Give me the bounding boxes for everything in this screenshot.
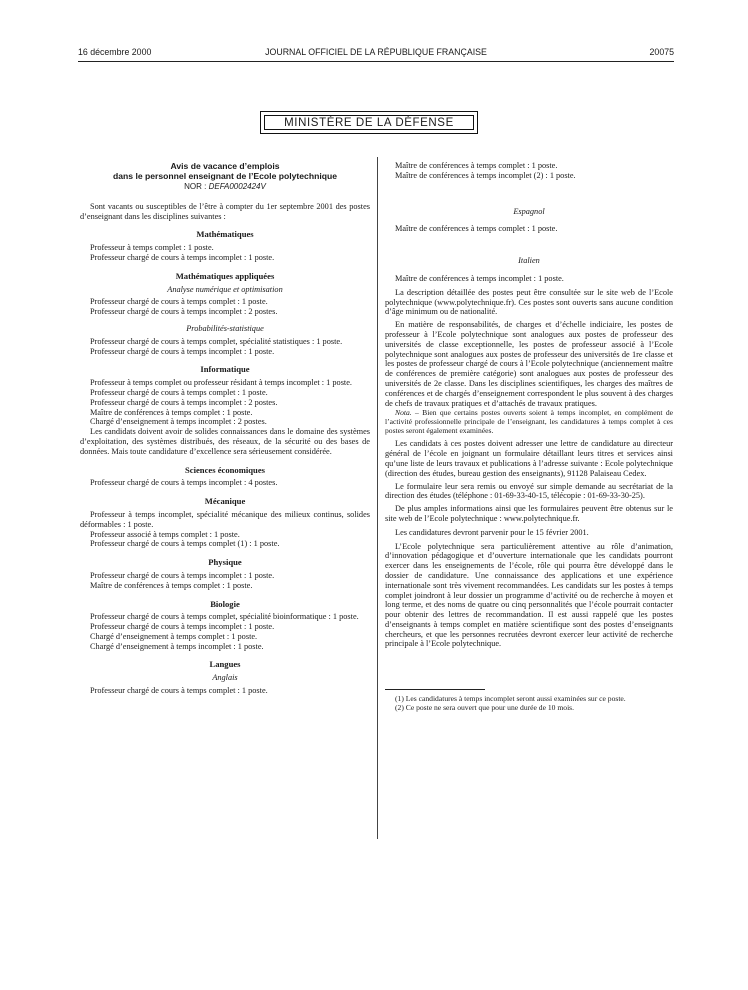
header-journal-title: JOURNAL OFFICIEL DE LA RÉPUBLIQUE FRANÇAISE <box>265 47 487 57</box>
subheading-espagnol: Espagnol <box>513 206 545 216</box>
heading-mecanique: Mécanique <box>204 496 246 507</box>
heading-sciences-economiques: Sciences économiques <box>185 464 265 475</box>
heading-math-appliquees: Mathématiques appliquées <box>175 270 275 281</box>
heading-langues: Langues <box>209 659 241 670</box>
nor-label: NOR : <box>184 182 207 191</box>
paragraph: En matière de responsabilités, de charges et d’échelle indiciaire, les postes de professeur à l’Ecole polytechnique sont analogues aux postes de professeur des universités de classe exceptionnelle, les postes de professeur associé à l’Ecole polytechnique sont analogues aux postes de professeur des universités de 1re classe et les postes de professeur chargé de cours à l’Ecole polytechnique (anciennement maître de conférences de première catégorie) sont analogues aux postes de professeur des universités de 2e classe. Dans les disciplines scientifiques, les charges des maîtres de conférences et de chargés d’enseignement correspondent le plus souvent à des charges de chefs de travaux pratiques et d’attachés de travaux pratiques. <box>385 320 673 408</box>
nota-label: Nota. <box>395 408 412 418</box>
paragraph: L’Ecole polytechnique sera particulièrement attentive au rôle d’animation, d’innovation pédagogique et d’ouverture internationale que les candidats pourront exercer dans les enseignements de l’école, rôle qui pourra être développé dans le dossier de candidature. Une connaissance des applications et une expérience internationale sont très vivement recommandées. Les candidats sur les postes à temps complet joindront à leur dossier un programme d’activité ou de recherche à moyen et long terme, et des noms de quatre ou cinq personnalités que l’école pourrait contacter pour obtenir des lettres de recommandation. Il est aussi rappelé que les postes d’enseignants à temps complet en matière scientifique sont des postes d’enseignants chercheurs, et que les personnes recrutées devront exercer leur activité de recherche principale à l’Ecole polytechnique. <box>385 541 673 649</box>
paragraph: De plus amples informations ainsi que les formulaires peuvent être obtenus sur le site web de l’Ecole polytechnique : www.polytechnique.fr. <box>385 504 673 523</box>
nota-paragraph <box>385 408 673 435</box>
header-rule <box>78 61 674 62</box>
article-title-1: Avis de vacance d’emplois <box>170 161 280 171</box>
paragraph: Le formulaire leur sera remis ou envoyé sur simple demande au secrétariat de la direction des études (téléphone : 01-69-33-40-15, télécopie : 01-69-33-30-25). <box>385 481 673 501</box>
list-item: Professeur chargé de cours à temps complet (1) : 1 poste. <box>90 539 280 549</box>
header-date: 16 décembre 2000 <box>78 47 152 57</box>
heading-biologie: Biologie <box>210 598 240 609</box>
ministry-box <box>260 111 478 134</box>
heading-mathematiques: Mathématiques <box>196 229 254 240</box>
footnote-1: (1) Les candidatures à temps incomplet seront aussi examinées sur ce poste. <box>395 694 626 704</box>
list-item: Maître de conférences à temps complet : 1 poste. <box>395 224 558 234</box>
intro-paragraph: Sont vacants ou susceptibles de l’être à compter du 1er septembre 2001 des postes d’enseignant dans les disciplines suivantes : <box>80 201 370 221</box>
list-item: Professeur chargé de cours à temps incomplet : 1 poste. <box>90 252 275 262</box>
article-title-2: dans le personnel enseignant de l’Ecole polytechnique <box>113 171 337 181</box>
footnote-rule <box>385 689 485 690</box>
list-item: Chargé d’enseignement à temps incomplet : 1 poste. <box>90 641 264 651</box>
footnote-2: (2) Ce poste ne sera ouvert que pour une durée de 10 mois. <box>395 703 575 713</box>
list-item: Professeur chargé de cours à temps complet, spécialité statistiques : 1 poste. <box>90 336 343 346</box>
left-column <box>80 161 370 696</box>
paragraph-deadline: Les candidatures devront parvenir pour le 15 février 2001. <box>395 527 589 537</box>
list-item: Professeur chargé de cours à temps incomplet : 2 postes. <box>90 307 278 317</box>
list-item: Professeur à temps complet : 1 poste. <box>90 243 214 253</box>
subheading-anglais: Anglais <box>212 673 238 683</box>
subheading-analyse: Analyse numérique et optimisation <box>167 284 283 294</box>
list-item: Chargé d’enseignement à temps incomplet : 2 postes. <box>90 417 267 427</box>
list-item: Professeur à temps complet ou professeur résidant à temps incomplet : 1 poste. <box>90 378 352 388</box>
nota-text: – Bien que certains postes ouverts soient à temps incomplet, en complément de l’activité professionnelle principale de l’enseignant, les candidatures à temps complet à ces postes seront également examinées. <box>385 408 673 436</box>
list-item: Professeur chargé de cours à temps incomplet : 1 poste. <box>90 570 275 580</box>
nor-reference <box>80 182 370 192</box>
informatique-note: Les candidats doivent avoir de solides connaissances dans le domaine des systèmes d’exploitation, des systèmes distribués, des réseaux, de la sécurité ou des bases de données. Mais toute candidature d’excellence sera sérieusement considérée. <box>80 427 370 456</box>
right-column <box>385 161 673 712</box>
page-header <box>78 47 674 61</box>
column-divider <box>377 157 378 839</box>
paragraph: La description détaillée des postes peut être consultée sur le site web de l’Ecole polytechnique (www.polytechnique.fr). Ces postes sont ouverts sans aucune condition d’âge minimum ou de nationalité. <box>385 287 673 317</box>
list-item: Professeur chargé de cours à temps complet : 1 poste. <box>90 686 268 696</box>
paragraph: Les candidats à ces postes doivent adresser une lettre de candidature au directeur général de l’école en joignant un formulaire détaillant leurs titres et services ainsi qu’une liste de leurs travaux et publications à l’adresse suivante : Ecole polytechnique (direction des études, bureau gestion des enseignants), 91128 Palaiseau Cedex. <box>385 439 673 478</box>
heading-informatique: Informatique <box>200 364 250 375</box>
ministry-title: MINISTÈRE DE LA DÉFENSE <box>264 115 474 130</box>
list-item: Professeur chargé de cours à temps incomplet : 4 postes. <box>90 478 278 488</box>
list-item: Maître de conférences à temps complet : 1 poste. <box>90 580 253 590</box>
list-item: Chargé d’enseignement à temps complet : 1 poste. <box>90 631 258 641</box>
list-item: Professeur chargé de cours à temps incomplet : 1 poste. <box>90 622 275 632</box>
list-item: Maître de conférences à temps incomplet (2) : 1 poste. <box>395 170 576 180</box>
list-item: Maître de conférences à temps incomplet : 1 poste. <box>395 273 564 283</box>
list-item: Professeur à temps incomplet, spécialité mécanique des milieux continus, solides déformables : 1 poste. <box>80 509 370 529</box>
list-item: Professeur chargé de cours à temps complet : 1 poste. <box>90 387 268 397</box>
list-item: Professeur chargé de cours à temps complet, spécialité bioinformatique : 1 poste. <box>90 612 359 622</box>
heading-physique: Physique <box>208 557 242 568</box>
list-item: Professeur chargé de cours à temps complet : 1 poste. <box>90 297 268 307</box>
subheading-probabilites: Probabilités-statistique <box>186 323 264 333</box>
list-item: Professeur chargé de cours à temps incomplet : 2 postes. <box>90 397 278 407</box>
list-item: Professeur chargé de cours à temps incomplet : 1 poste. <box>90 346 275 356</box>
list-item: Maître de conférences à temps complet : 1 poste. <box>90 407 253 417</box>
list-item: Professeur associé à temps complet : 1 poste. <box>90 529 240 539</box>
nor-code: DEFA0002424V <box>208 182 266 191</box>
list-item: Maître de conférences à temps complet : 1 poste. <box>395 161 558 170</box>
header-page-number: 20075 <box>649 47 674 57</box>
subheading-italien: Italien <box>518 256 540 266</box>
